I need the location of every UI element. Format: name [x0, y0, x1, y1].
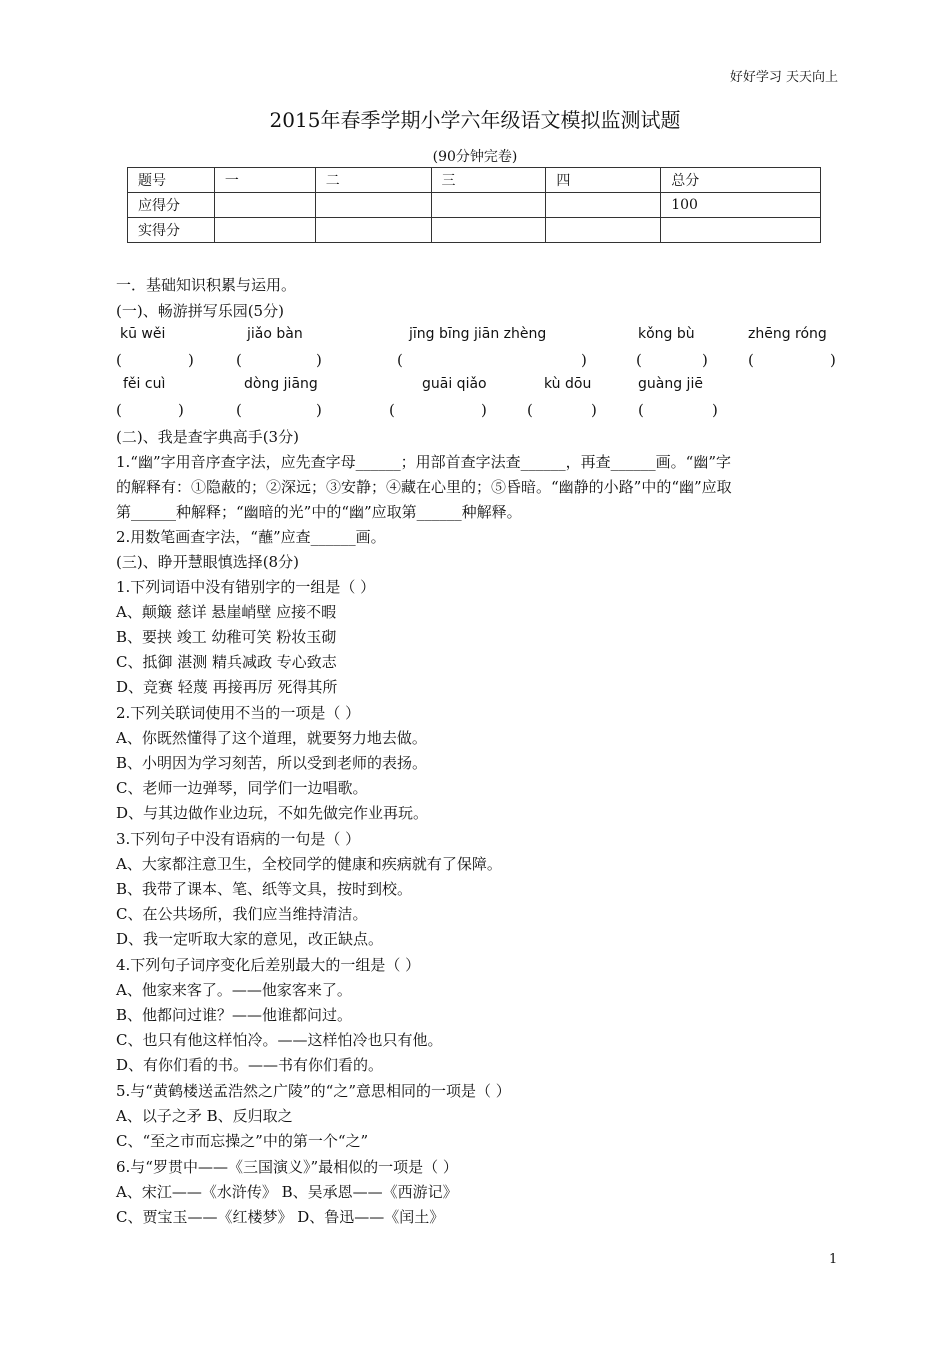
table-row	[128, 218, 821, 243]
section-heading: 一．基础知识积累与运用。	[116, 276, 297, 294]
table-cell	[431, 193, 546, 218]
table-cell: 二	[315, 168, 431, 193]
answer-paren: )	[702, 351, 708, 369]
answer-paren: (	[638, 401, 644, 419]
pinyin-item: zhēng róng	[748, 326, 827, 342]
answer-paren: (	[116, 351, 122, 369]
table-cell	[546, 218, 661, 243]
option-line: B、小明因为学习刻苦，所以受到老师的表扬。	[116, 754, 428, 772]
table-cell	[315, 193, 431, 218]
table-cell	[546, 193, 661, 218]
table-cell: 题号	[128, 168, 215, 193]
answer-paren: (	[116, 401, 122, 419]
option-line: B、要挟 竣工 幼稚可笑 粉妆玉砌	[116, 628, 337, 646]
page-title: 2015年春季学期小学六年级语文模拟监测试题	[269, 108, 681, 132]
question-line: 6.与“罗贯中——《三国演义》”最相似的一项是（ ）	[116, 1158, 458, 1176]
question-line: 2.用数笔画查字法，“蘸”应查______画。	[116, 528, 386, 546]
answer-paren: (	[527, 401, 533, 419]
part-heading: (三)、睁开慧眼慎选择(8分)	[116, 553, 299, 571]
pinyin-item: jiǎo bàn	[247, 326, 303, 342]
table-cell: 总分	[661, 168, 821, 193]
table-cell: 一	[214, 168, 315, 193]
table-row	[128, 193, 821, 218]
option-line: D、有你们看的书。——书有你们看的。	[116, 1056, 384, 1074]
pinyin-item: fěi cuì	[123, 376, 166, 392]
option-line: C、老师一边弹琴，同学们一边唱歌。	[116, 779, 368, 797]
question-line: 4.下列句子词序变化后差别最大的一组是（ ）	[116, 956, 421, 974]
option-line: C、也只有他这样怕冷。——这样怕冷也只有他。	[116, 1031, 443, 1049]
question-line: 的解释有：①隐蔽的；②深远；③安静；④藏在心里的；⑤昏暗。“幽静的小路”中的“幽”应取	[116, 478, 732, 496]
answer-paren: (	[236, 401, 242, 419]
part-heading: (二)、我是查字典高手(3分)	[116, 428, 299, 446]
pinyin-item: kǒng bù	[638, 326, 695, 342]
answer-paren: )	[712, 401, 718, 419]
option-line: A、他家来客了。——他家客来了。	[116, 981, 352, 999]
table-cell	[214, 193, 315, 218]
answer-paren: (	[389, 401, 395, 419]
option-line: C、抵御 湛测 精兵减政 专心致志	[116, 653, 337, 671]
question-line: 1.下列词语中没有错别字的一组是（ ）	[116, 578, 376, 596]
table-cell: 三	[431, 168, 546, 193]
answer-paren: )	[178, 401, 184, 419]
question-line: 1.“幽”字用音序查字法，应先查字母______；用部首查字法查______，再查______画。“幽”字	[116, 453, 731, 471]
option-line: B、我带了课本、笔、纸等文具，按时到校。	[116, 880, 413, 898]
table-cell	[431, 218, 546, 243]
question-line: 2.下列关联词使用不当的一项是（ ）	[116, 704, 361, 722]
table-cell	[661, 218, 821, 243]
table-cell: 四	[546, 168, 661, 193]
table-cell: 100	[661, 193, 821, 218]
option-line: C、在公共场所，我们应当维持清洁。	[116, 905, 368, 923]
answer-paren: )	[316, 351, 322, 369]
part-heading: (一)、畅游拼写乐园(5分)	[116, 302, 284, 320]
option-line: A、大家都注意卫生，全校同学的健康和疾病就有了保障。	[116, 855, 502, 873]
pinyin-item: guàng jiē	[638, 376, 703, 392]
answer-paren: (	[236, 351, 242, 369]
table-cell	[214, 218, 315, 243]
question-line: 5.与“黄鹤楼送孟浩然之广陵”的“之”意思相同的一项是（ ）	[116, 1082, 511, 1100]
option-line: D、我一定听取大家的意见，改正缺点。	[116, 930, 384, 948]
pinyin-item: kū wěi	[120, 326, 166, 342]
page-subtitle: (90分钟完卷)	[432, 149, 518, 165]
answer-paren: (	[397, 351, 403, 369]
option-line: D、与其边做作业边玩，不如先做完作业再玩。	[116, 804, 429, 822]
question-line: 3.下列句子中没有语病的一句是（ ）	[116, 830, 361, 848]
answer-paren: (	[636, 351, 642, 369]
header-motto: 好好学习 天天向上	[729, 70, 838, 85]
option-line: D、竞赛 轻蔑 再接再厉 死得其所	[116, 678, 338, 696]
pinyin-item: jīng bīng jiān zhèng	[409, 326, 547, 342]
option-line: C、贾宝玉——《红楼梦》 D、鲁迅——《闰土》	[116, 1208, 445, 1226]
option-line: B、他都问过谁？——他谁都问过。	[116, 1006, 353, 1024]
option-line: A、你既然懂得了这个道理，就要努力地去做。	[116, 729, 427, 747]
answer-paren: )	[830, 351, 836, 369]
table-cell: 应得分	[128, 193, 215, 218]
answer-paren: )	[316, 401, 322, 419]
score-table	[127, 167, 821, 243]
answer-paren: )	[188, 351, 194, 369]
table-cell: 实得分	[128, 218, 215, 243]
option-line: A、颠簸 慈详 悬崖峭壁 应接不暇	[116, 603, 337, 621]
answer-paren: )	[581, 351, 587, 369]
answer-paren: )	[591, 401, 597, 419]
pinyin-item: dòng jiāng	[244, 376, 318, 392]
question-line: 第______种解释；“幽暗的光”中的“幽”应取第______种解释。	[116, 503, 522, 521]
pinyin-item: kù dōu	[544, 376, 592, 392]
pinyin-item: guāi qiǎo	[422, 376, 487, 392]
answer-paren: (	[748, 351, 754, 369]
option-line: A、宋江——《水浒传》 B、吴承恩——《西游记》	[116, 1183, 458, 1201]
option-line: C、“至之市而忘操之”中的第一个“之”	[116, 1132, 369, 1150]
table-row	[128, 168, 821, 193]
table-cell	[315, 218, 431, 243]
page-number: 1	[829, 1252, 838, 1267]
option-line: A、以子之矛 B、反归取之	[116, 1107, 293, 1125]
answer-paren: )	[481, 401, 487, 419]
